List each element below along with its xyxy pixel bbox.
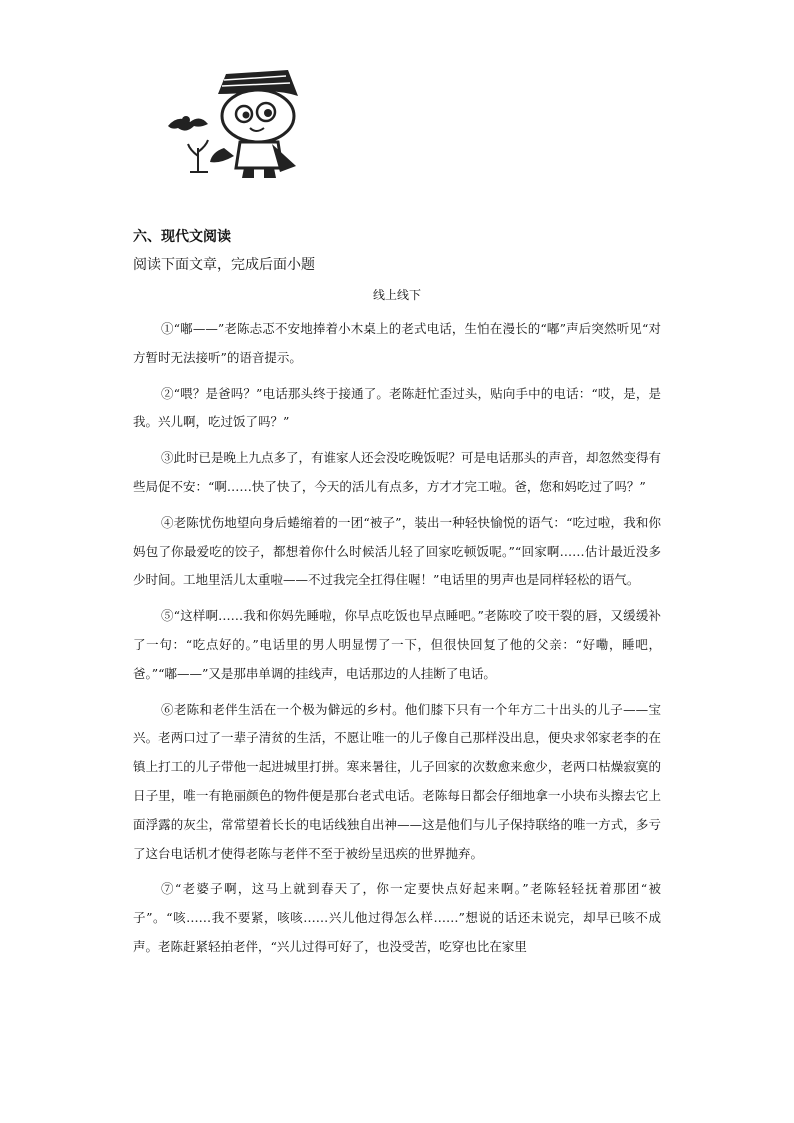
paragraph-7: ⑦“老婆子啊，这马上就到春天了，你一定要快点好起来啊。”老陈轻轻抚着那团“被子”。“咳……我不要紧，咳咳……兴儿他过得怎么样……”想说的话还未说完，却早已咳不成声。老陈赶紧轻拍老伴，“兴儿过得可好了，也没受苦，吃穿也比在家里 [133, 881, 661, 954]
reading-instruction: 阅读下面文章，完成后面小题 [133, 257, 315, 273]
article-body [133, 315, 661, 969]
paragraph-1: ①“嘟——”老陈忐忑不安地捧着小木桌上的老式电话，生怕在漫长的“嘟”声后突然听见“对方暂时无法接听”的语音提示。 [133, 321, 661, 365]
plant-icon [188, 140, 208, 172]
article-title: 线上线下 [372, 288, 421, 302]
paragraph-3: ③此时已是晚上九点多了，有谁家人还会没吃晚饭呢？可是电话那头的声音，却忽然变得有些局促不安：“啊……快了快了，今天的活儿有点多，方才才完工啦。爸，您和妈吃过了吗？” [133, 450, 662, 494]
section-heading: 六、现代文阅读 [133, 229, 231, 245]
character-icon [210, 70, 298, 178]
mascot-illustration [160, 68, 310, 180]
paragraph-5: ⑤“这样啊……我和你妈先睡啦，你早点吃饭也早点睡吧。”老陈咬了咬干裂的唇，又缓缓补了一句：“吃点好的。”电话里的男人明显愣了一下，但很快回复了他的父亲：“好嘞，睡吧，爸。”“嘟——”又是那串单调的挂线声，电话那边的人挂断了电话。 [133, 608, 661, 681]
bird-icon [168, 116, 208, 131]
paragraph-6: ⑥老陈和老伴生活在一个极为僻远的乡村。他们膝下只有一个年方二十出头的儿子——宝兴。老两口过了一辈子清贫的生活，不愿让唯一的儿子像自己那样没出息，便央求邻家老李的在镇上打工的儿子带他一起进城里打拼。寒来暑往，儿子回家的次数愈来愈少，老两口枯燥寂寞的日子里，唯一有艳丽颜色的物件便是那台老式电话。老陈每日都会仔细地拿一小块布头擦去它上面浮露的灰尘，常常望着长长的电话线独自出神——这是他们与儿子保持联络的唯一方式，多亏了这台电话机才使得老陈与老伴不至于被纷呈迅疾的世界抛弃。 [133, 701, 661, 861]
paragraph-2: ②“喂？是爸吗？”电话那头终于接通了。老陈赶忙歪过头，贴向手中的电话：“哎，是，是我。兴儿啊，吃过饭了吗？” [133, 385, 661, 430]
paragraph-4: ④老陈忧伤地望向身后蜷缩着的一团“被子”，装出一种轻快愉悦的语气：“吃过啦，我和你妈包了你最爱吃的饺子，都想着你什么时候活儿轻了回家吃顿饭呢。”“回家啊……估计最近没多少时间。工地里活儿太重啦——不过我完全扛得住喔！”电话里的男声也是同样轻松的语气。 [133, 514, 661, 588]
